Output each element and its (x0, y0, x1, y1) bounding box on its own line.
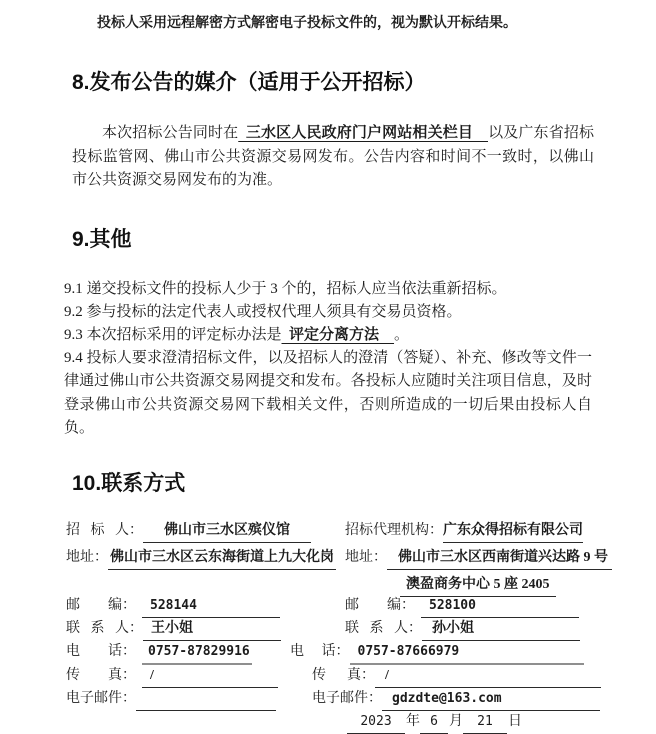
agency-phone-value: 0757-87666979 (350, 641, 584, 665)
tenderer-fax-value: / (142, 665, 278, 688)
section9-heading: 9.其他 (72, 227, 132, 251)
tenderer-postcode-label: 邮 编： (66, 597, 136, 613)
agency-postcode-label: 邮 编： (345, 597, 415, 613)
item-9-3-suffix: 。 (394, 326, 410, 343)
agency-phone-label: 电 话： (290, 643, 350, 659)
agency-label: 招标代理机构： (345, 522, 443, 538)
para-prefix: 本次招标公告同时在 (102, 125, 239, 141)
date-day-unit: 日 (508, 713, 522, 729)
date-day: 21 (463, 711, 507, 734)
tenderer-value: 佛山市三水区殡仪馆 (143, 520, 311, 543)
para-blank-filled: 三水区人民政府门户网站相关栏目 (238, 125, 488, 141)
item-9-2: 9.2 参与投标的法定代表人或授权代理人须具有交易员资格。 (64, 303, 462, 320)
section8-heading: 8.发布公告的媒介（适用于公开招标） (72, 71, 426, 94)
tenderer-fax-label: 传 真： (66, 667, 136, 683)
item-9-3-blank-filled: 评定分离方法 (281, 326, 395, 343)
tenderer-phone-label: 电 话： (66, 643, 136, 659)
contact-row-person (66, 618, 596, 641)
agency-email-label: 电子邮件： (312, 690, 382, 706)
agency-fax-value: / (375, 665, 601, 688)
contact-row-date (66, 711, 596, 734)
notice-line: 投标人采用远程解密方式解密电子投标文件的，视为默认开标结果。 (97, 14, 517, 30)
date-month-unit: 月 (449, 713, 463, 729)
agency-value: 广东众得招标有限公司 (443, 520, 583, 543)
tenderer-address-label: 地址： (66, 549, 108, 565)
para-suffix: 以及广东省招标投标监管网、佛山市公共资源交易网发布。公告内容和时间不一致时，以佛山市公共资源交易网发布的为准。 (72, 125, 594, 188)
agency-email-value: gdzdte@163.com (382, 688, 600, 711)
date-year-unit: 年 (406, 713, 420, 729)
contact-row-email (66, 688, 596, 711)
contact-row-fax (66, 665, 596, 688)
tenderer-address-value: 佛山市三水区云东海街道上九大化岗 (108, 547, 336, 570)
date-month: 6 (420, 711, 448, 734)
tenderer-phone-value: 0757-87829916 (142, 641, 252, 665)
agency-address-value: 佛山市三水区西南街道兴达路 9 号 (387, 547, 612, 570)
tenderer-email-label: 电子邮件： (66, 690, 136, 706)
contact-row-address2 (66, 574, 596, 597)
item-9-1: 9.1 递交投标文件的投标人少于 3 个的，招标人应当依法重新招标。 (64, 280, 507, 297)
agency-contact-value: 孙小姐 (422, 618, 580, 641)
agency-fax-label: 传 真： (312, 667, 375, 683)
agency-postcode-value: 528100 (421, 595, 579, 618)
agency-address-value-line2: 澳盈商务中心 5 座 2405 (400, 574, 556, 597)
contact-row-phone (66, 641, 596, 665)
item-9-3-prefix: 9.3 本次招标采用的评定标办法是 (64, 326, 282, 343)
item-9-3 (64, 324, 592, 347)
contact-row-postcode (66, 595, 596, 618)
item-9-4: 9.4 投标人要求澄清招标文件，以及招标人的澄清（答疑）、补充、修改等文件一律通过佛山市公共资源交易网提交和发布。各投标人应随时关注项目信息，及时登录佛山市公共资源交易网下载相关文件，否则所造成的一切后果由投标人自负。 (64, 350, 592, 436)
agency-address-label: 地址： (345, 549, 387, 565)
contact-table (64, 520, 608, 734)
tenderer-postcode-value: 528144 (142, 595, 280, 618)
section9-items (64, 278, 592, 440)
agency-contact-label: 联 系 人： (345, 620, 422, 636)
contact-row-address (66, 547, 608, 570)
section8-paragraph (72, 122, 594, 193)
tenderer-contact-value: 王小姐 (143, 618, 281, 641)
tenderer-contact-label: 联 系 人： (66, 620, 143, 636)
signature-date (345, 711, 596, 734)
section10-heading: 10.联系方式 (72, 471, 186, 495)
tenderer-label: 招 标 人： (66, 522, 143, 538)
tenderer-email-value (136, 688, 276, 711)
date-year: 2023 (347, 711, 405, 734)
contact-row-tenderer (66, 520, 596, 543)
